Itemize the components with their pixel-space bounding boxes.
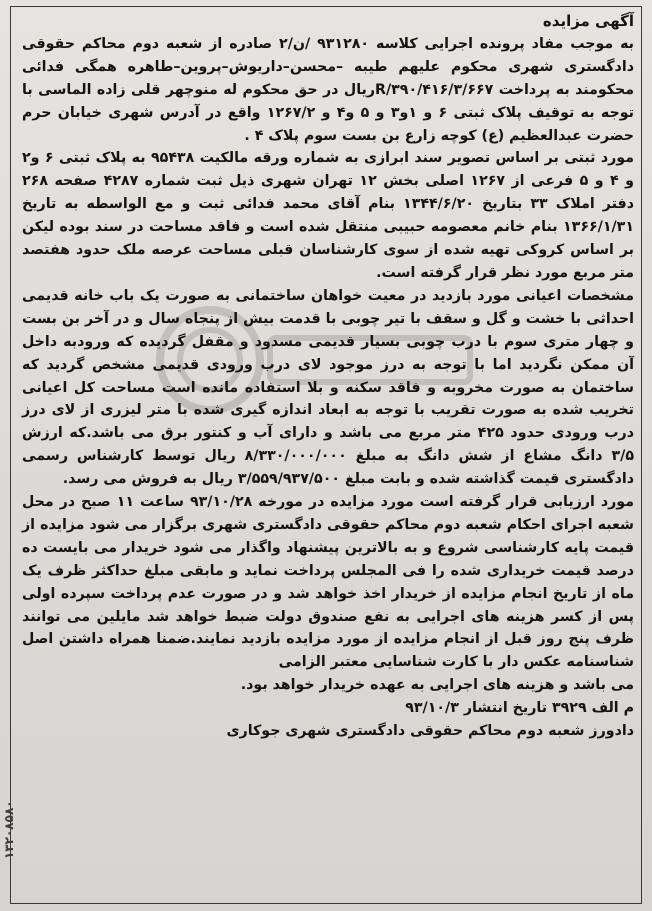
notice-title: آگهی مزایده	[542, 12, 634, 30]
notice-paragraph-building: مشخصات اعیانی مورد بازدید در معیت خواهان ساختمانی به صورت یک باب خانه قدیمی احداثی با خشت و گل و سقف با تیر چوبی با قدمت بیش از پنجاه سال و در آخر بن بست و چهار متری سوم با درب چوبی بسیار قدیمی مسدود و مقفل گردیده که ورودبه داخل آن ممکن نگردید اما با توجه به درز موجود لای درب ورودی قدیمی مشخص گردید که ساختمان به صورت مخروبه و فاقد سکنه و بلا استفاده مانده است مساحت کل اعیانی تخریب شده به صورت تقریب با توجه به ابعاد اندازه گیری شده با متر لیزری از لای درز درب ورودی حدود ۴۲۵ متر مربع می باشد و دارای آب و کنتور برق می باشد.که ارزش ۳/۵ دانگ مشاع از شش دانگ به مبلغ ۸/۳۳۰/۰۰۰/۰۰۰ ریال توسط کارشناس رسمی دادگستری قیمت گذاشته شده و بابت مبلغ ۳/۵۵۹/۹۳۷/۵۰۰ ریال به فروش می رسد.	[22, 287, 634, 488]
notice-paragraph-case: به موجب مفاد پرونده اجرایی کلاسه ۹۳۱۲۸۰ /ن/۲ صادره از شعبه دوم محاکم حقوقی دادگستری شهری محکوم علیهم طیبه –محسن–داریوش–پروین–طاهره همگی فدائی محکومند به پرداخت ۶۶۷/R/۳۹۰/۴۱۶/۳ریال در حق محکوم له منوچهر قلی زاده الماسی با توجه به توقیف پلاک ثبتی ۶ و ۱و۳ و ۵ و۴ و ۱۲۶۷/۲ واقع در آدرس شهری خیابان حرم حضرت عبدالعظیم (ع) کوچه زارع بن بست سوم پلاک ۴ .	[22, 35, 635, 144]
notice-paragraph-costs: می باشد و هزینه های اجرایی به عهده خریدار خواهد بود.	[240, 677, 634, 694]
notice-paragraph-auction-terms: مورد ارزیابی قرار گرفته است مورد مزایده در مورخه ۹۳/۱۰/۲۸ ساعت ۱۱ صبح در محل شعبه اجرای احکام شعبه دوم محاکم حقوقی دادگستری شهری برگزار می شود مزایده از قیمت پایه کارشناسی شروع و به بالاترین پیشنهاد واگذار می شود خریدار می بایست ده درصد قیمت خریداری شده را فی المجلس پرداخت نماید و مابقی مبلغ حداکثر ظرف یک ماه از تاریخ انجام مزایده از خریدار اخذ خواهد شد و در صورت عدم پرداخت سپرده اولی پس از کسر هزینه های اجرایی به نفع صندوق دولت ضبط خواهد شد مایلین می توانند ظرف پنج روز قبل از انجام مزایده از مورد مزایده بازدید نمایند.ضمنا همراه داشتن اصل شناسنامه عکس دار با کارت شناسایی معتبر الزامی	[22, 494, 634, 671]
notice-reference: م الف ۳۹۲۹ تاریخ انتشار ۹۳/۱۰/۳	[405, 700, 634, 717]
notice-paragraph-registration: مورد ثبتی بر اساس تصویر سند ابرازی به شماره ورقه مالکیت ۹۵۴۳۸ به پلاک ثبتی ۶ و۲ و ۴ و ۵ فرعی از ۱۲۶۷ اصلی بخش ۱۲ تهران شهری ذیل ثبت شماره ۴۲۸۷ صفحه ۲۶۸ دفتر املاک ۳۳ بتاریخ ۱۳۴۴/۶/۲۰ بنام آقای محمد فدائی ثبت و مع الواسطه به تاریخ ۱۳۶۶/۱/۳۱ بنام خانم معصومه حبیبی منتقل شده است و فاقد مساحت در سند بوده لیکن بر اساس کروکی تهیه شده از سوی کارشناسان قبلی مساحت عرصه ملک حدود هفتصد متر مربع مورد نظر قرار گرفته است.	[22, 150, 634, 281]
notice-signature: دادورز شعبه دوم محاکم حقوقی دادگستری شهری جوکاری	[226, 723, 634, 740]
auction-notice-text	[22, 10, 634, 743]
clipping-code: ۱۳۲۰۸۵۸۰	[2, 800, 16, 860]
